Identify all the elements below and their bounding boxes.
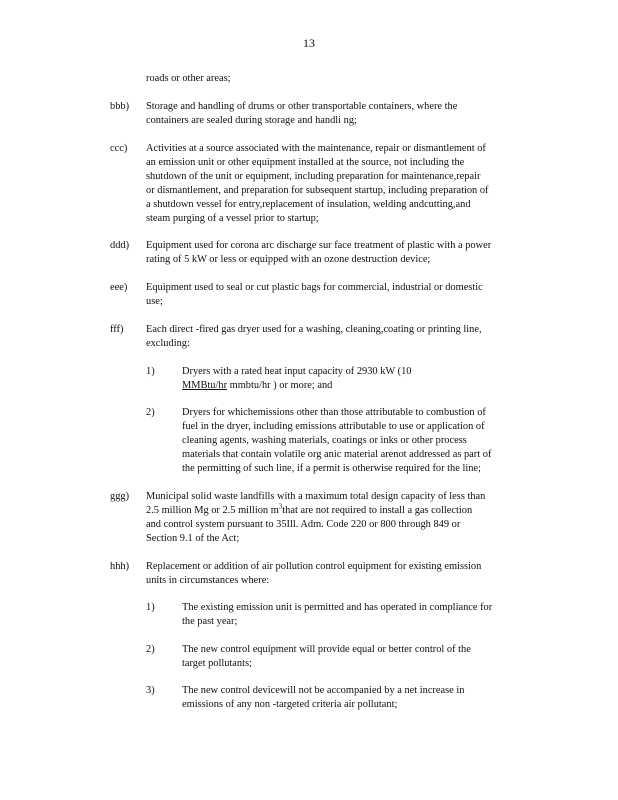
subitem-hhh-1-line: The existing emission unit is permitted and has operated in compliance for [182, 602, 493, 613]
subitem-label-fff-2: 2) [146, 407, 155, 418]
item-label-eee: eee) [110, 282, 128, 293]
item-ccc-line: shutdown of the unit or equipment, including preparation for maintenance,repair [146, 171, 481, 182]
item-label-bbb: bbb) [110, 101, 130, 112]
item-fff-line: Each direct -fired gas dryer used for a washing, cleaning,coating or printing line, [146, 324, 482, 335]
subitem-fff-2-line: materials that contain volatile org anic material arenot addressed as part of [182, 449, 492, 460]
item-ccc-line: an emission unit or other equipment installed at the source, not including the [146, 157, 465, 168]
item-hhh-line: units in circumstances where: [146, 575, 270, 586]
subitem-fff-2-line: Dryers for whichemissions other than those attributable to combustion of [182, 407, 486, 418]
subitem-label-fff-1: 1) [146, 366, 155, 377]
continuation-line: roads or other areas; [146, 73, 231, 84]
subitem-hhh-3-line: The new control devicewill not be accompanied by a net increase in [182, 685, 465, 696]
item-ddd-line: rating of 5 kW or less or equipped with an ozone destruction device; [146, 254, 431, 265]
subitem-hhh-3-line: emissions of any non -targeted criteria air pollutant; [182, 699, 398, 710]
item-eee-line: use; [146, 296, 163, 307]
item-ggg-line [146, 504, 472, 518]
subitem-fff-1-line: Dryers with a rated heat input capacity of 2930 kW (10 [182, 366, 412, 377]
item-hhh-line: Replacement or addition of air pollution control equipment for existing emission [146, 561, 482, 572]
subitem-fff-2-line: fuel in the dryer, including emissions attributable to use or application of [182, 421, 485, 432]
item-ggg-line: Municipal solid waste landfills with a maximum total design capacity of less than [146, 491, 486, 502]
item-eee-line: Equipment used to seal or cut plastic bags for commercial, industrial or domestic [146, 282, 483, 293]
item-label-hhh: hhh) [110, 561, 130, 572]
subitem-label-hhh-3: 3) [146, 685, 155, 696]
item-label-ccc: ccc) [110, 143, 128, 154]
item-ggg-line: and control system pursuant to 35Ill. Adm. Code 220 or 800 through 849 or [146, 519, 461, 530]
item-fff-line: excluding: [146, 338, 190, 349]
item-bbb-line: containers are sealed during storage and handli ng; [146, 115, 357, 126]
item-bbb-line: Storage and handling of drums or other transportable containers, where the [146, 101, 458, 112]
subitem-hhh-2-line: target pollutants; [182, 658, 252, 669]
subitem-fff-1-line [182, 379, 332, 393]
subitem-label-hhh-2: 2) [146, 644, 155, 655]
subitem-hhh-1-line: the past year; [182, 616, 238, 627]
subitem-hhh-2-line: The new control equipment will provide equal or better control of the [182, 644, 471, 655]
item-ccc-line: or dismantlement, and preparation for subsequent startup, including preparation of [146, 185, 489, 196]
item-ccc-line: a shutdown vessel for entry,replacement of insulation, welding andcutting,and [146, 199, 471, 210]
item-ccc-line: Activities at a source associated with the maintenance, repair or dismantlement of [146, 143, 486, 154]
item-ggg-line: Section 9.1 of the Act; [146, 533, 240, 544]
subitem-fff-2-line: the permitting of such line, if a permit is otherwise required for the line; [182, 463, 481, 474]
page-number: 13 [303, 36, 315, 50]
unit-rest: mmbtu/hr ) or more; and [227, 380, 333, 391]
subitem-fff-2-line: cleaning agents, washing materials, coatings or inks or other process [182, 435, 467, 446]
item-label-ggg: ggg) [110, 491, 130, 502]
item-ddd-line: Equipment used for corona arc discharge sur face treatment of plastic with a power [146, 240, 492, 251]
item-label-ddd: ddd) [110, 240, 130, 251]
ggg-line-start: 2.5 million Mg or 2.5 million m [146, 505, 279, 516]
superscript: 3 [278, 502, 283, 511]
item-ccc-line: steam purging of a vessel prior to startup; [146, 213, 319, 224]
item-label-fff: fff) [110, 324, 124, 335]
subitem-label-hhh-1: 1) [146, 602, 155, 613]
underlined-unit: MMBtu/hr [182, 380, 228, 391]
ggg-line-rest: that are not required to install a gas collection [282, 505, 473, 516]
